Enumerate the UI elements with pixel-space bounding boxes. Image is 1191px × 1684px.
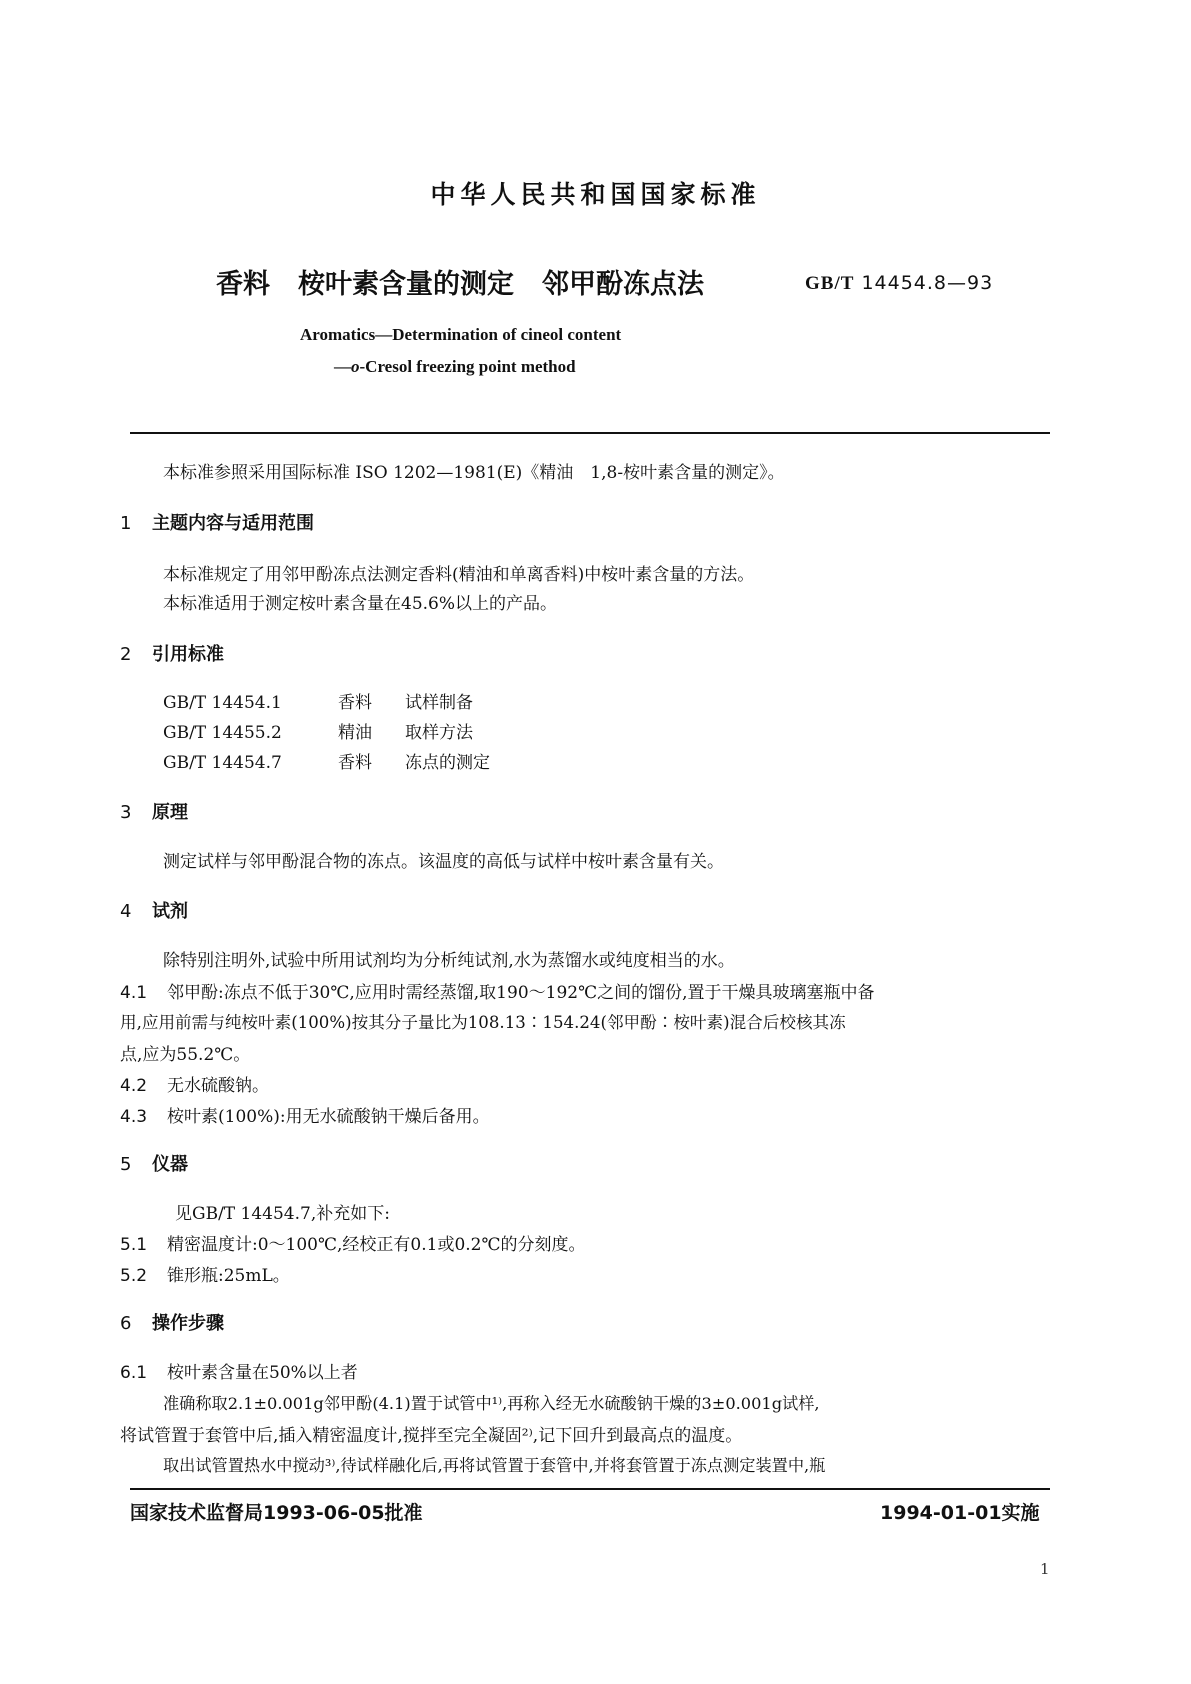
implementation-date: 1994-01-01实施 xyxy=(880,1502,1040,1524)
standard-prefix: GB/T xyxy=(805,273,855,294)
reference-row: GB/T 14454.1 香料 试样制备 xyxy=(163,693,473,713)
header-divider xyxy=(130,432,1050,434)
standard-number xyxy=(805,272,993,295)
clause-5-2: 5.2 锥形瓶:25mL。 xyxy=(120,1266,290,1286)
english-title-line1: Aromatics—Determination of cineol content xyxy=(300,325,622,344)
clause-4-2: 4.2 无水硫酸钠。 xyxy=(120,1076,269,1096)
clause-6-1-line-3: 取出试管置热水中搅动³⁾,待试样融化后,再将试管置于套管中,并将套管置于冻点测定装置中,瓶 xyxy=(163,1456,826,1475)
section-3-heading: 3 原理 xyxy=(120,802,188,823)
clause-4-1-line-2: 用,应用前需与纯桉叶素(100%)按其分子量比为108.13∶154.24(邻甲酚∶桉叶素)混合后校核其冻 xyxy=(120,1013,846,1032)
english-title-line2: —o-Cresol freezing point method xyxy=(334,357,576,376)
reference-row: GB/T 14455.2 精油 取样方法 xyxy=(163,723,473,743)
section-4-heading: 4 试剂 xyxy=(120,901,188,922)
clause-4-3: 4.3 桉叶素(100%):用无水硫酸钠干燥后备用。 xyxy=(120,1107,490,1127)
title-part-method: 邻甲酚冻点法 xyxy=(542,269,704,300)
standard-code: 14454.8—93 xyxy=(861,272,994,294)
clause-4-1: 4.1 邻甲酚:冻点不低于30℃,应用时需经蒸馏,取190～192℃之间的馏份,置于干燥具玻璃塞瓶中备 xyxy=(120,983,875,1003)
national-standard-title: 中华人民共和国国家标准 xyxy=(430,180,761,209)
approval-date: 国家技术监督局1993-06-05批准 xyxy=(130,1502,423,1524)
section-5-para-1: 见GB/T 14454.7,补充如下: xyxy=(175,1204,390,1224)
standard-title xyxy=(216,262,704,301)
intro-paragraph: 本标准参照采用国际标准 ISO 1202—1981(E)《精油 1,8-桉叶素含量的测定》。 xyxy=(163,463,785,483)
clause-4-1-line-3: 点,应为55.2℃。 xyxy=(120,1045,251,1065)
section-5-heading: 5 仪器 xyxy=(120,1154,188,1175)
clause-6-1-line-2: 将试管置于套管中后,插入精密温度计,搅拌至完全凝固²⁾,记下回升到最高点的温度。 xyxy=(120,1426,743,1446)
section-1-para-1: 本标准规定了用邻甲酚冻点法测定香料(精油和单离香料)中桉叶素含量的方法。 xyxy=(163,565,755,585)
page-number: 1 xyxy=(1040,1560,1050,1578)
section-3-para-1: 测定试样与邻甲酚混合物的冻点。该温度的高低与试样中桉叶素含量有关。 xyxy=(163,852,724,872)
clause-6-1-line-1: 准确称取2.1±0.001g邻甲酚(4.1)置于试管中¹⁾,再称入经无水硫酸钠干燥的3±0.001g试样, xyxy=(163,1394,820,1413)
clause-5-1: 5.1 精密温度计:0～100℃,经校正有0.1或0.2℃的分刻度。 xyxy=(120,1235,586,1255)
section-1-para-2: 本标准适用于测定桉叶素含量在45.6%以上的产品。 xyxy=(163,594,558,614)
section-2-heading: 2 引用标准 xyxy=(120,644,224,665)
clause-6-1: 6.1 桉叶素含量在50%以上者 xyxy=(120,1363,358,1383)
section-4-para-1: 除特别注明外,试验中所用试剂均为分析纯试剂,水为蒸馏水或纯度相当的水。 xyxy=(163,951,735,971)
title-part-cineol: 桉叶素含量的测定 xyxy=(298,269,514,300)
section-1-heading: 1 主题内容与适用范围 xyxy=(120,513,314,534)
title-part-aromatics: 香料 xyxy=(216,269,270,300)
reference-row: GB/T 14454.7 香料 冻点的测定 xyxy=(163,753,490,773)
footer-divider xyxy=(130,1488,1050,1490)
section-6-heading: 6 操作步骤 xyxy=(120,1313,224,1334)
